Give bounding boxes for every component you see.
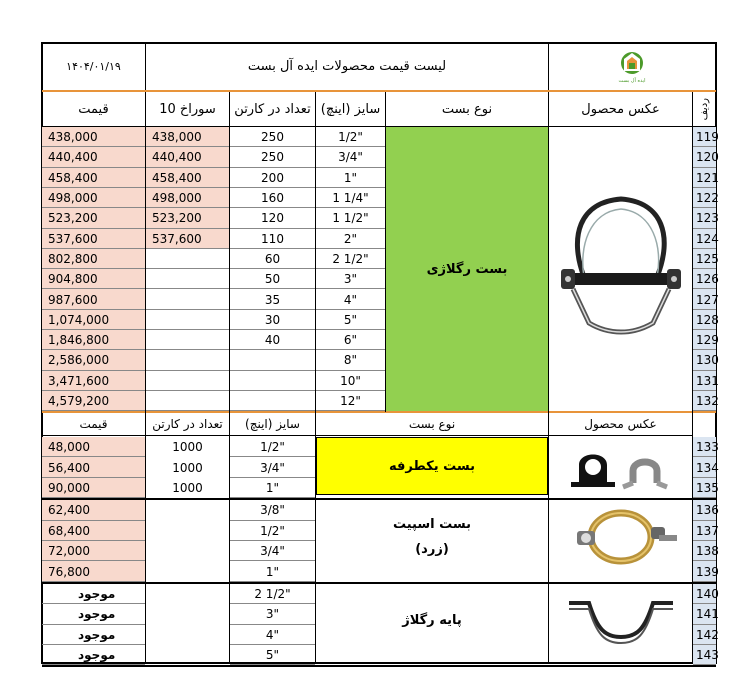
espit-clamp-image — [549, 497, 692, 577]
one-sided-clamp-icon — [549, 437, 692, 495]
count-cell: 200 — [261, 170, 284, 185]
size-cell: 3/4" — [338, 150, 363, 165]
size-cell: 1" — [265, 564, 280, 579]
row-number: 134 — [693, 457, 716, 477]
size-cell: 2 1/2" — [332, 251, 369, 266]
count-cell — [146, 625, 229, 645]
col-header-count: تعداد در کارتن — [234, 101, 311, 117]
count-cell: 250 — [261, 150, 284, 165]
col2-header-image: عکس محصول — [584, 417, 657, 431]
col-header-price: قیمت — [78, 101, 109, 117]
size-cell: 3" — [265, 607, 280, 622]
size-cell: 3" — [343, 272, 358, 287]
count-cell — [146, 500, 229, 520]
row-number: 139 — [693, 561, 716, 581]
svg-text:ایده آل بست: ایده آل بست — [618, 77, 646, 84]
price-cell: 90,000 — [42, 478, 145, 498]
size-cell: 4" — [343, 292, 358, 307]
one-sided-clamp-image — [549, 437, 692, 495]
size-cell: 1/2" — [260, 523, 285, 538]
count-cell: 50 — [264, 272, 281, 287]
col2-header-price: قیمت — [79, 417, 108, 431]
size-cell: 6" — [343, 333, 358, 348]
count-cell: 1000 — [172, 440, 203, 455]
row-number: 120 — [693, 147, 716, 167]
size-cell: 5" — [265, 648, 280, 663]
espit-label: بست اسپیت — [392, 517, 471, 532]
row-number: 138 — [693, 541, 716, 561]
price-cell: 438,000 — [42, 127, 145, 147]
count-cell: 1000 — [172, 460, 203, 475]
col-header-row — [693, 92, 716, 126]
size-cell: 1/2" — [260, 440, 285, 455]
price-cell: موجود — [78, 586, 116, 601]
col-header-image: عکس محصول — [581, 101, 660, 117]
reglazh-clamp-image — [549, 127, 692, 411]
size-cell: 12" — [340, 394, 361, 409]
type-cell-reglazhi: بست رگلاژی — [386, 127, 548, 411]
reglazh-clamp-icon — [549, 127, 692, 411]
price-cell: 458,400 — [42, 168, 145, 188]
row-number: 122 — [693, 188, 716, 208]
price-cell: 1,074,000 — [42, 310, 145, 330]
count-cell: 60 — [264, 251, 281, 266]
type-cell-paye-reglazh: پایه رگلاژ — [402, 612, 462, 628]
size-cell: 3/4" — [260, 460, 285, 475]
price-cell: 76,800 — [42, 561, 145, 581]
hole10-cell — [146, 249, 229, 269]
type-cell-yektarafe: بست یکطرفه — [389, 458, 475, 474]
col2-header-type: نوع بست — [408, 417, 456, 431]
price-cell: 987,600 — [42, 289, 145, 309]
row-number: 133 — [693, 437, 716, 457]
size-cell: 2" — [343, 231, 358, 246]
count-cell — [146, 561, 229, 581]
row-number: 132 — [693, 391, 716, 411]
row-number: 137 — [693, 521, 716, 541]
hole10-cell: 458,400 — [146, 168, 229, 188]
row-number: 128 — [693, 310, 716, 330]
row-number: 124 — [693, 229, 716, 249]
row-number: 130 — [693, 350, 716, 370]
row-number: 126 — [693, 269, 716, 289]
hole10-cell — [146, 269, 229, 289]
size-cell: 2 1/2" — [254, 586, 291, 601]
reglazh-stand-icon — [549, 579, 692, 661]
row-number: 131 — [693, 371, 716, 391]
size-cell: 10" — [340, 373, 361, 388]
page-title: لیست قیمت محصولات ایده آل بست — [247, 59, 447, 74]
count-cell — [230, 391, 315, 411]
count-cell: 160 — [261, 191, 284, 206]
price-cell: 72,000 — [42, 541, 145, 561]
count-cell: 40 — [264, 333, 281, 348]
hole10-cell — [146, 371, 229, 391]
count-cell: 30 — [264, 312, 281, 327]
size-cell: 1" — [343, 170, 358, 185]
row-number: 125 — [693, 249, 716, 269]
espit-clamp-icon — [549, 497, 692, 577]
size-cell: 3/8" — [260, 503, 285, 518]
row-number: 123 — [693, 208, 716, 228]
hole10-cell — [146, 289, 229, 309]
row-number: 121 — [693, 168, 716, 188]
size-cell: 4" — [265, 627, 280, 642]
row-number: 135 — [693, 478, 716, 498]
company-logo — [549, 43, 715, 90]
row-number: 143 — [693, 645, 716, 665]
size-cell: 8" — [343, 353, 358, 368]
price-cell: 523,200 — [42, 208, 145, 228]
row-number: 119 — [693, 127, 716, 147]
row-number: 136 — [693, 500, 716, 520]
price-cell: 3,471,600 — [42, 371, 145, 391]
col-header-type: نوع بست — [441, 101, 493, 117]
price-cell: 48,000 — [42, 437, 145, 457]
price-cell: 4,579,200 — [42, 391, 145, 411]
count-cell — [230, 371, 315, 391]
price-cell: موجود — [78, 607, 116, 622]
price-cell: 1,846,800 — [42, 330, 145, 350]
count-cell — [146, 604, 229, 624]
type-cell-espit — [316, 497, 548, 577]
price-cell: 2,586,000 — [42, 350, 145, 370]
hole10-cell: 440,400 — [146, 147, 229, 167]
row-number: 141 — [693, 604, 716, 624]
size-cell: 1" — [265, 480, 280, 495]
hole10-cell — [146, 330, 229, 350]
price-cell: 62,400 — [42, 500, 145, 520]
count-cell — [146, 645, 229, 665]
reglazh-stand-image — [549, 579, 692, 661]
hole10-cell: 498,000 — [146, 188, 229, 208]
count-cell: 250 — [261, 130, 284, 145]
date-cell: ۱۴۰۴/۰۱/۱۹ — [66, 60, 121, 73]
price-cell: موجود — [78, 627, 116, 642]
col-header-hole10: سوراخ 10 — [159, 101, 216, 117]
hole10-cell: 438,000 — [146, 127, 229, 147]
row-header-label: ردیف — [699, 97, 710, 121]
hole10-cell — [146, 391, 229, 411]
size-cell: 1 1/4" — [332, 191, 369, 206]
row-number: 129 — [693, 330, 716, 350]
hole10-cell: 537,600 — [146, 229, 229, 249]
count-cell: 110 — [261, 231, 284, 246]
col2-header-size: سایز (اینچ) — [245, 417, 300, 431]
size-cell: 5" — [343, 312, 358, 327]
count-cell — [146, 584, 229, 604]
col2-header-count: تعداد در کارتن — [152, 417, 223, 431]
price-cell: 56,400 — [42, 457, 145, 477]
row-number: 142 — [693, 625, 716, 645]
price-cell: 68,400 — [42, 521, 145, 541]
count-cell — [230, 350, 315, 370]
size-cell: 1/2" — [338, 130, 363, 145]
price-cell: موجود — [78, 648, 116, 663]
price-cell: 904,800 — [42, 269, 145, 289]
hole10-cell: 523,200 — [146, 208, 229, 228]
col-header-size: سایز (اینچ) — [320, 101, 381, 117]
size-cell: 1 1/2" — [332, 211, 369, 226]
price-cell: 802,800 — [42, 249, 145, 269]
count-cell: 1000 — [172, 480, 203, 495]
count-cell: 35 — [264, 292, 281, 307]
count-cell: 120 — [261, 211, 284, 226]
hole10-cell — [146, 350, 229, 370]
price-cell: 537,600 — [42, 229, 145, 249]
row-number: 140 — [693, 584, 716, 604]
count-cell — [146, 541, 229, 561]
logo-icon — [612, 49, 652, 85]
hole10-cell — [146, 310, 229, 330]
row-number: 127 — [693, 289, 716, 309]
size-cell: 3/4" — [260, 544, 285, 559]
espit-sub-label: (زرد) — [415, 542, 449, 557]
price-cell: 498,000 — [42, 188, 145, 208]
price-cell: 440,400 — [42, 147, 145, 167]
count-cell — [146, 521, 229, 541]
